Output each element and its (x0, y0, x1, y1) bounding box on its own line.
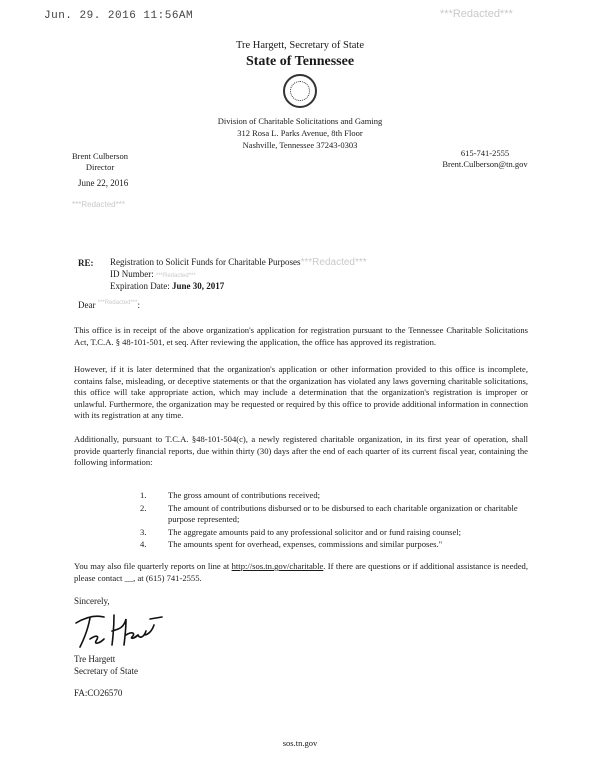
reference-code: FA:CO26570 (74, 688, 123, 698)
footer-website: sos.tn.gov (282, 738, 318, 748)
re-label: RE: (78, 258, 94, 268)
director-name: Brent Culberson (72, 151, 128, 161)
contact-phone: 615-741-2555 (460, 148, 510, 158)
list-item: 3. The aggregate amounts paid to any professional solicitor and or fund raising counsel; (140, 526, 462, 537)
salutation-redacted: ***Redacted*** (97, 300, 138, 306)
letterhead-city: Nashville, Tennessee 37243-0303 (242, 140, 358, 150)
handwritten-signature (70, 605, 170, 653)
letterhead-street: 312 Rosa L. Parks Avenue, 8th Floor (237, 128, 363, 138)
list-item: 2. The amount of contributions disbursed or to be disbursed to each charitable organization or charitable purpose represented; (140, 502, 518, 524)
letterhead-secretary: Tre Hargett, Secretary of State (235, 40, 364, 51)
re-subject: Registration to Solicit Funds for Charitable Purposes (110, 257, 301, 267)
fax-timestamp: Jun. 29. 2016 11:56AM (44, 10, 194, 22)
salutation-suffix: : (137, 300, 140, 310)
paragraph-warning: However, if it is later determined that the organization's application or other information provided to this office is incomplete, contains false, misleading, or deceptive statements or that the organization has violated any laws governing charitable solicitations, this office will take appropriate action, which may include a determination that the organization's registration is improper or unlawful. Furthermore, the organization may be requested or required by this office to provide additional information in connection with its registration at any time. (74, 364, 528, 420)
paragraph-approval: This office is in receipt of the above organization's application for registration pursuant to the Tennessee Charitable Solicitations Act, T.C.A. § 48-101-501, et seq. After reviewing the application, the office has approved its registration. (74, 325, 528, 347)
signer-name: Tre Hargett (74, 654, 116, 664)
expiration-value: June 30, 2017 (171, 281, 225, 291)
letterhead-title: State of Tennessee (245, 54, 355, 69)
expiration-label: Expiration Date: (110, 281, 170, 291)
salutation-prefix: Dear (78, 300, 96, 310)
charitable-link[interactable]: http://sos.tn.gov/charitable (231, 561, 324, 571)
redacted-address: ***Redacted*** (72, 200, 125, 209)
director-role: Director (85, 162, 115, 172)
list-item: 1. The gross amount of contributions received; (140, 490, 321, 500)
list-item: 4. The amounts spent for overhead, expenses, commissions and similar purposes." (140, 539, 443, 549)
requirements-list (140, 490, 526, 551)
letterhead-division: Division of Charitable Solicitations and Gaming (217, 116, 383, 126)
re-subject-redacted: ***Redacted*** (300, 257, 367, 268)
redacted-top: ***Redacted*** (440, 8, 513, 20)
id-label: ID Number: (110, 269, 154, 279)
paragraph-reports: Additionally, pursuant to T.C.A. §48-101-504(c), a newly registered charitable organization, in its first year of operation, shall provide quarterly financial reports, due within thirty (30) days after the end of each quarter of its current fiscal year, containing the following information: (74, 434, 528, 467)
letter-date: June 22, 2016 (78, 178, 129, 188)
closing: Sincerely, (74, 596, 110, 606)
id-redacted: ***Redacted*** (156, 273, 196, 279)
state-seal-icon (283, 74, 317, 108)
signer-title: Secretary of State (74, 666, 138, 676)
paragraph-online-filing: You may also file quarterly reports on line at http://sos.tn.gov/charitable. If there are questions or if additional assistance is needed, please contact __, at (615) 741-2555. (74, 561, 528, 583)
contact-email: Brent.Culberson@tn.gov (442, 159, 528, 169)
